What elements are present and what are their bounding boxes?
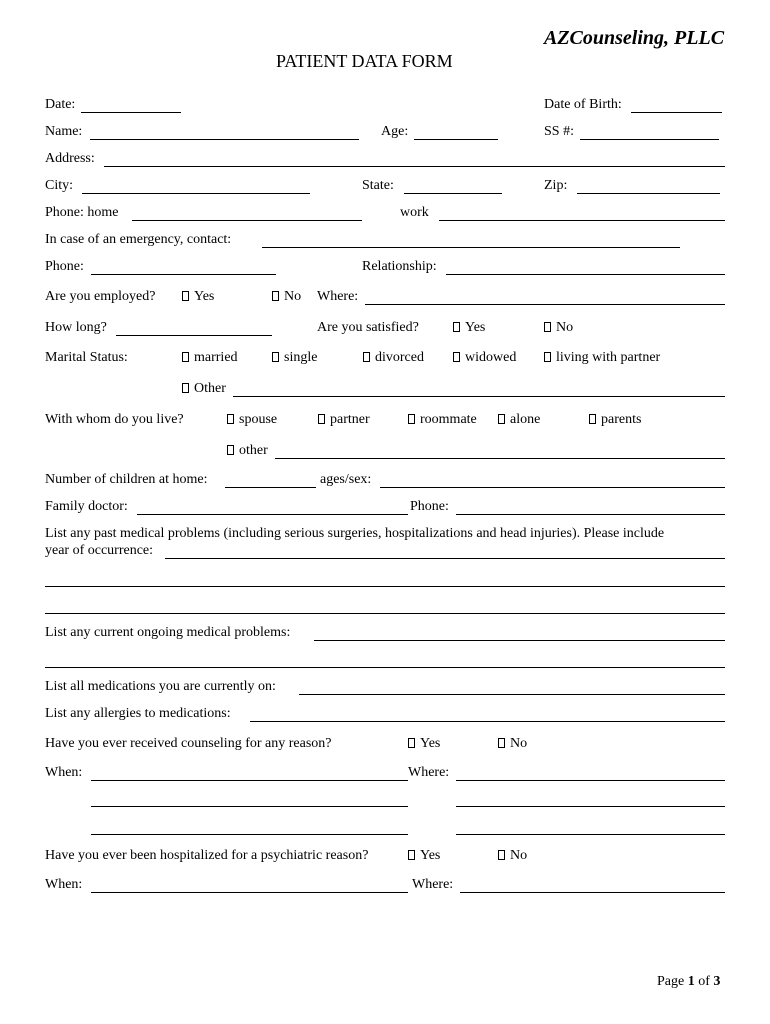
marital-single-option[interactable]: single (272, 350, 317, 366)
counseling-when-label: When: (45, 765, 83, 780)
counseling-when-field-2[interactable] (91, 806, 408, 807)
live-partner-option[interactable]: partner (318, 412, 370, 428)
ages-sex-label: ages/sex: (320, 472, 372, 487)
allergies-label: List any allergies to medications: (45, 706, 231, 721)
allergies-field[interactable] (250, 721, 725, 722)
emergency-contact-field[interactable] (262, 247, 680, 248)
checkbox-icon (408, 850, 415, 860)
current-medical-label: List any current ongoing medical problems: (45, 625, 291, 640)
live-other-field[interactable] (275, 458, 725, 459)
checkbox-icon (453, 352, 460, 362)
live-roommate-option[interactable]: roommate (408, 412, 477, 428)
past-medical-field-3[interactable] (45, 613, 725, 614)
checkbox-icon (318, 414, 325, 424)
counseling-where-field-3[interactable] (456, 834, 725, 835)
checkbox-icon (227, 445, 234, 455)
form-title: PATIENT DATA FORM (276, 51, 453, 71)
ss-field[interactable] (580, 139, 719, 140)
dob-field[interactable] (631, 112, 722, 113)
hospitalized-where-field[interactable] (460, 892, 725, 893)
checkbox-icon (498, 414, 505, 424)
children-label: Number of children at home: (45, 472, 208, 487)
marital-other-field[interactable] (233, 396, 725, 397)
hospitalized-when-field[interactable] (91, 892, 408, 893)
live-parents-option[interactable]: parents (589, 412, 641, 428)
checkbox-icon (453, 322, 460, 332)
employer-where-label: Where: (317, 289, 359, 304)
hospitalized-where-label: Where: (412, 877, 454, 892)
date-label: Date: (45, 97, 76, 112)
live-other-option[interactable]: other (227, 443, 268, 459)
checkbox-icon (544, 322, 551, 332)
past-medical-label-cont: year of occurrence: (45, 543, 154, 558)
work-label: work (400, 205, 429, 220)
counseling-label: Have you ever received counseling for any reason? (45, 736, 332, 751)
age-label: Age: (381, 124, 409, 139)
counseling-yes-option[interactable]: Yes (408, 736, 440, 752)
current-medical-field[interactable] (314, 640, 725, 641)
city-label: City: (45, 178, 74, 193)
current-medical-field-2[interactable] (45, 667, 725, 668)
checkbox-icon (272, 352, 279, 362)
page-number: Page 1 of 3 (657, 974, 721, 989)
checkbox-icon (227, 414, 234, 424)
checkbox-icon (408, 414, 415, 424)
name-field[interactable] (90, 139, 359, 140)
age-field[interactable] (414, 139, 498, 140)
marital-other-option[interactable]: Other (182, 381, 226, 397)
past-medical-field[interactable] (165, 558, 725, 559)
checkbox-icon (182, 383, 189, 393)
hospitalized-label: Have you ever been hospitalized for a psychiatric reason? (45, 848, 369, 863)
checkbox-icon (498, 738, 505, 748)
family-doctor-label: Family doctor: (45, 499, 128, 514)
hospitalized-yes-option[interactable]: Yes (408, 848, 440, 864)
family-doctor-field[interactable] (137, 514, 408, 515)
live-with-label: With whom do you live? (45, 412, 184, 427)
satisfied-yes-option[interactable]: Yes (453, 320, 485, 336)
checkbox-icon (363, 352, 370, 362)
state-field[interactable] (404, 193, 502, 194)
counseling-where-field[interactable] (456, 780, 725, 781)
phone-home-field[interactable] (132, 220, 362, 221)
emergency-phone-field[interactable] (91, 274, 276, 275)
checkbox-icon (498, 850, 505, 860)
checkbox-icon (182, 291, 189, 301)
date-field[interactable] (81, 112, 181, 113)
employed-label: Are you employed? (45, 289, 156, 304)
hospitalized-no-option[interactable]: No (498, 848, 527, 864)
children-count-field[interactable] (225, 487, 316, 488)
employed-no-option[interactable]: No (272, 289, 301, 305)
checkbox-icon (589, 414, 596, 424)
phone-home-label: Phone: home (45, 205, 119, 220)
checkbox-icon (544, 352, 551, 362)
counseling-when-field[interactable] (91, 780, 408, 781)
emergency-phone-label: Phone: (45, 259, 84, 274)
satisfied-label: Are you satisfied? (317, 320, 419, 335)
zip-field[interactable] (577, 193, 720, 194)
hospitalized-when-label: When: (45, 877, 83, 892)
doctor-phone-label: Phone: (410, 499, 449, 514)
state-label: State: (362, 178, 394, 193)
ss-label: SS #: (544, 124, 574, 139)
brand-name: AZCounseling, PLLC (544, 27, 725, 49)
checkbox-icon (182, 352, 189, 362)
address-label: Address: (45, 151, 95, 166)
employed-yes-option[interactable]: Yes (182, 289, 214, 305)
checkbox-icon (272, 291, 279, 301)
counseling-where-field-2[interactable] (456, 806, 725, 807)
counseling-where-label: Where: (408, 765, 450, 780)
marital-widowed-option[interactable]: widowed (453, 350, 516, 366)
counseling-no-option[interactable]: No (498, 736, 527, 752)
satisfied-no-option[interactable]: No (544, 320, 573, 336)
address-field[interactable] (104, 166, 725, 167)
emergency-label: In case of an emergency, contact: (45, 232, 232, 247)
relationship-label: Relationship: (362, 259, 437, 274)
city-field[interactable] (82, 193, 310, 194)
name-label: Name: (45, 124, 83, 139)
marital-married-option[interactable]: married (182, 350, 238, 366)
medications-field[interactable] (299, 694, 725, 695)
how-long-field[interactable] (116, 335, 272, 336)
live-spouse-option[interactable]: spouse (227, 412, 277, 428)
doctor-phone-field[interactable] (456, 514, 725, 515)
past-medical-label: List any past medical problems (including serious surgeries, hospitalizations and head injuries). Please include (45, 526, 665, 541)
zip-label: Zip: (544, 178, 568, 193)
marital-divorced-option[interactable]: divorced (363, 350, 424, 366)
ages-sex-field[interactable] (380, 487, 725, 488)
counseling-when-field-3[interactable] (91, 834, 408, 835)
work-phone-field[interactable] (439, 220, 725, 221)
marital-status-label: Marital Status: (45, 350, 128, 365)
live-alone-option[interactable]: alone (498, 412, 540, 428)
past-medical-field-2[interactable] (45, 586, 725, 587)
how-long-label: How long? (45, 320, 107, 335)
marital-living-partner-option[interactable]: living with partner (544, 350, 660, 366)
employer-field[interactable] (365, 304, 725, 305)
dob-label: Date of Birth: (544, 97, 622, 112)
checkbox-icon (408, 738, 415, 748)
medications-label: List all medications you are currently on: (45, 679, 276, 694)
relationship-field[interactable] (446, 274, 725, 275)
